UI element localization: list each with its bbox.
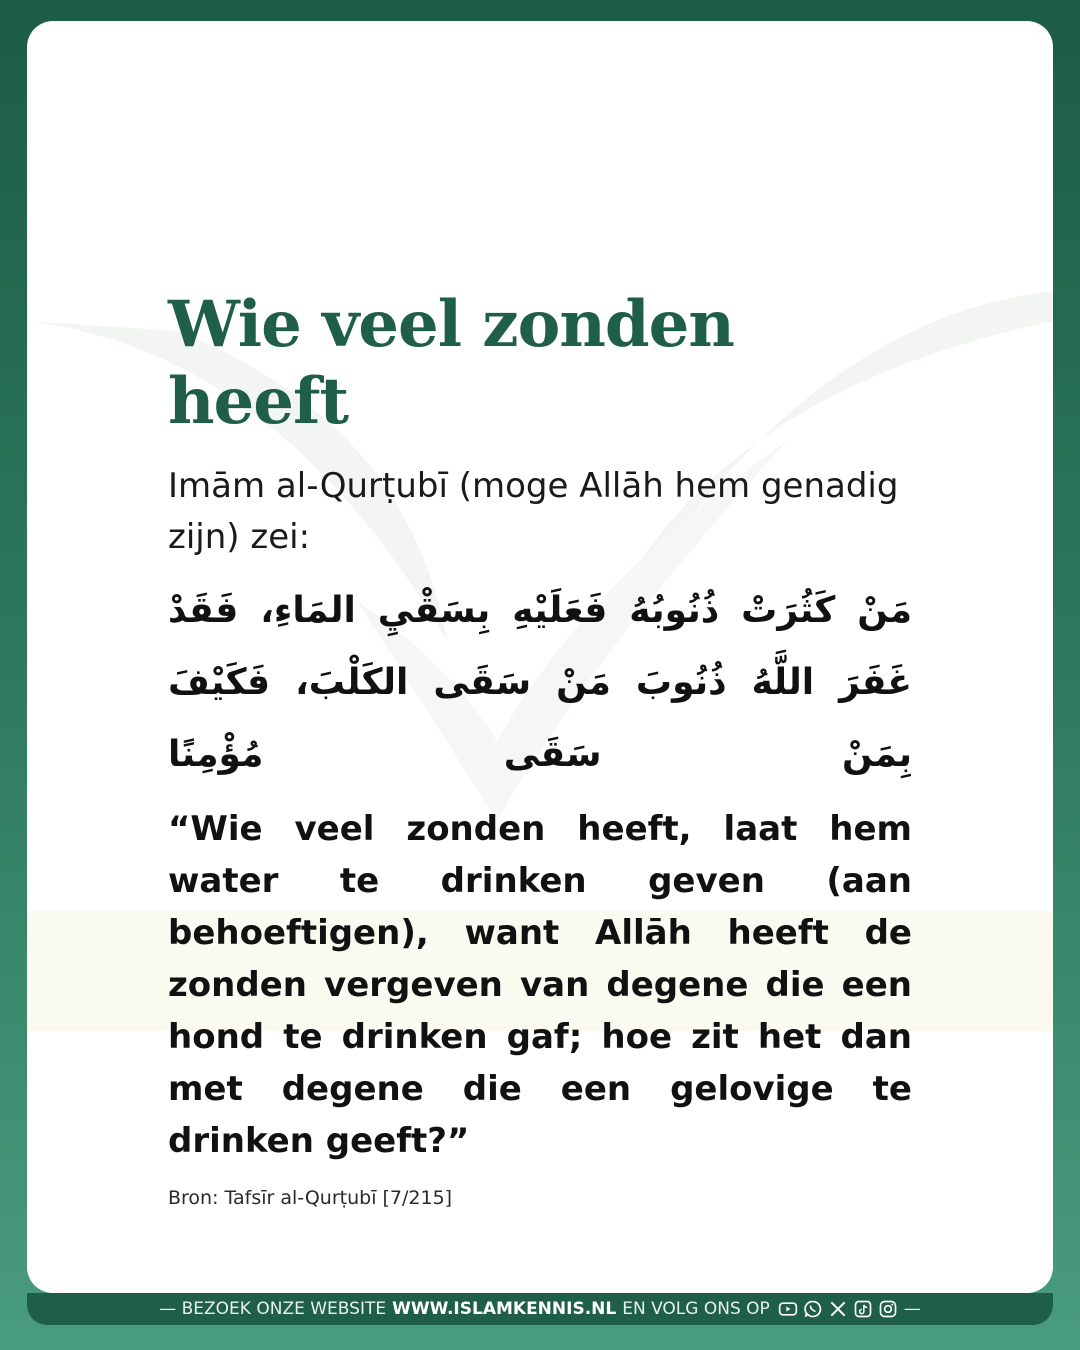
intro-text: Imām al-Qurṭubī (moge Allāh hem genadig zijn) zei: — [168, 465, 899, 557]
x-icon[interactable] — [828, 1299, 848, 1319]
youtube-icon[interactable] — [778, 1299, 798, 1319]
website-link[interactable]: WWW.ISLAMKENNIS.NL — [392, 1299, 617, 1319]
footer — [0, 1294, 1080, 1324]
post-content — [168, 287, 912, 1209]
post-title: Wie veel zonden heeft — [168, 287, 734, 439]
footer-prefix: — BEZOEK ONZE WEBSITE — [159, 1299, 387, 1319]
post-card — [27, 21, 1053, 1293]
arabic-quote: مَنْ كَثُرَتْ ذُنُوبُهُ فَعَلَيْهِ بِسَقْيِ المَاءِ، فَقَدْ غَفَرَ اللَّهُ ذُنُوبَ مَنْ سَقَى الكَلْبَ، فَكَيْفَ بِمَنْ سَقَى مُؤْمِنًا — [168, 589, 912, 775]
footer-suffix: — — [903, 1299, 921, 1319]
tiktok-icon[interactable] — [853, 1299, 873, 1319]
source-citation: Bron: Tafsīr al-Qurṭubī [7/215] — [168, 1186, 453, 1209]
whatsapp-icon[interactable] — [803, 1299, 823, 1319]
social-icons — [778, 1299, 898, 1319]
footer-follow: EN VOLG ONS OP — [622, 1299, 770, 1319]
instagram-icon[interactable] — [878, 1299, 898, 1319]
translation-quote: “Wie veel zonden heeft, laat hem water te drinken geven (aan behoeftigen), want Allāh heeft de zonden vergeven van degene die een hond te drinken gaf; hoe zit het dan met degene die een gelovige te drinken geeft?” — [168, 808, 912, 1161]
